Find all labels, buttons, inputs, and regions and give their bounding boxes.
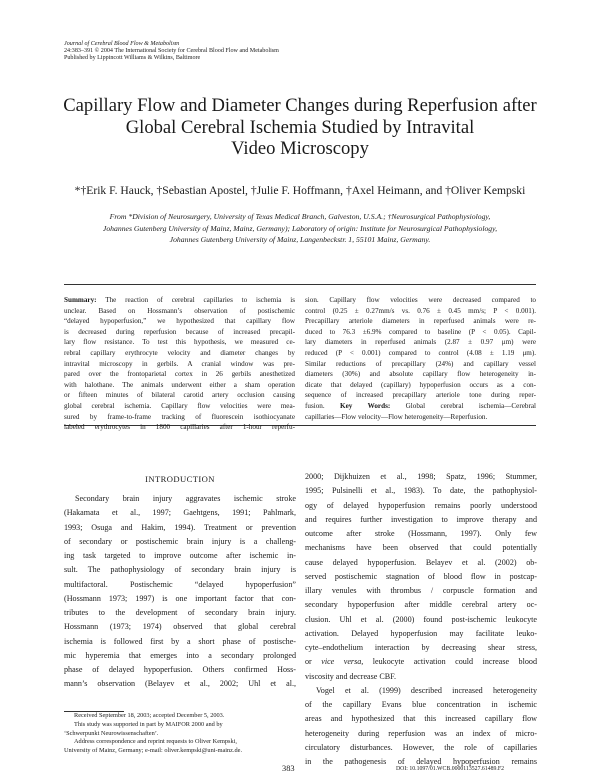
body-line: mic hyperemia that emerges into a secondary prolonged [64,650,296,660]
body-line: of secondary or postischemic brain injury is a challeng- [64,536,296,546]
body-line: and requires further investigation to improve therapy and [305,514,537,524]
summary-label: Summary: [64,296,97,304]
publisher-line: Published by Lippincott Williams & Wilkins, Baltimore [64,55,201,62]
footnote-line: ‘Schwerpunkt Neurowissenschaften’. [64,729,159,737]
abstract-line: reduced (P < 0.001) compared to control (4.08 ± 1.19 μm). [305,348,536,357]
affiliation-line: From *Division of Neurosurgery, University of Texas Medical Branch, Galveston, U.S.A.; †Neurosurgical Pathophysiology, [109,212,491,221]
abstract-line: unclear. Based on Hossmann’s observation of postischemic [64,306,295,315]
body-right-column [305,470,537,769]
body-line: 1995; Pulsinelli et al., 1983). To date, the pathophysiol- [305,486,537,496]
section-heading: INTRODUCTION [145,474,215,484]
journal-name: Journal of Cerebral Blood Flow & Metabolism [64,41,180,47]
abstract-line: fusion. Key Words: Global cerebral ischemia—Cerebral [305,401,536,410]
footnote-line: University of Mainz, Germany; e-mail: oliver.kempski@uni-mainz.de. [64,747,243,755]
body-line: ischemia is followed first by a short phase of postische- [64,636,296,646]
volume-line: 24:383–391 © 2004 The International Society for Cerebral Blood Flow and Metabolism [64,48,279,55]
abstract-line: intravital microscopy in gerbils. A cranial window was pre- [64,359,295,368]
body-line: viscosity and decrease CBF. [305,671,397,681]
abstract-line: sion. Capillary flow velocities were decreased compared to [305,296,536,304]
abstract-left-column [64,295,295,433]
body-line: cause delayed hypoperfusion. Belayev et al. (2002) ob- [305,557,537,567]
abstract-line: global cerebral ischemia. Capillary flow velocities were mea- [64,401,295,410]
body-line: circulatory disturbances. However, the role of capillaries [305,742,537,752]
body-line: ing task targeted to improve outcome after ischemic in- [64,551,296,560]
body-line: activation. Delayed hypoperfusion may facilitate leuko- [305,628,537,638]
abstract-line: with halothane. The animals underwent either a sham operation [64,380,295,389]
body-line: clusion. Uhl et al. (2000) found post-ischemic leukocyte [305,614,537,624]
body-line: 2000; Dijkhuizen et al., 1998; Spatz, 1996; Stummer, [305,472,537,481]
body-line: 1993; Osuga and Hakim, 1994). Treatment or prevention [64,522,296,532]
title-line: Global Cerebral Ischemia Studied by Intravital [125,116,475,138]
footnotes [64,712,296,756]
abstract-line: “delayed hypoperfusion,” we hypothesized that capillary flow [64,317,295,326]
body-line: mann’s observation (Belayev et al., 2002; Uhl et al., [64,679,296,689]
abstract-line: or fifteen minutes of bilateral carotid artery occlusion causing [64,391,295,400]
body-line: phase of delayed hypoperfusion. Others confirmed Hoss- [64,665,296,674]
footnote-line: This study was supported in part by MAIFOR 2000 and by [74,720,223,728]
abstract-top-rule [64,284,536,285]
abstract-line: Precapillary arteriole diameters in reperfused animals were re- [305,317,536,326]
body-line: areas and hypothesized that this increased capillary flow [305,714,537,724]
abstract-line: dicate that delayed (capillary) hypoperfusion occurs as a con- [305,380,536,389]
footnote-line: Address correspondence and reprint requests to Oliver Kempski, [74,738,237,746]
doi-text: DOI: 10.1097/01.WCB.0000113527.61489.F2 [396,766,504,772]
abstract-line: labeled erythrocytes in 1800 capillaries after 1-hour reperfu- [64,423,295,432]
body-line: secondary hypoperfusion after middle cerebral artery oc- [305,600,537,610]
body-left-column [64,492,296,692]
body-line: Secondary brain injury aggravates ischemic stroke [75,494,296,503]
article-title [40,95,560,160]
affiliation-line: Johannes Gutenberg University of Mainz, Mainz, Germany); Laboratory of origin: Institute for Neurosurgical Pathophysiology, [102,223,498,233]
body-line: in the pathogenesis of delayed hypoperfusion remains [305,757,537,766]
abstract-line: diameters (30%) and absolute capillary flow heterogeneity in- [305,370,536,379]
abstract-line: rebral capillary erythrocyte velocity and diameter changes by [64,348,295,357]
body-line: served postischemic stagnation of blood flow in postcap- [305,571,537,581]
key-words-label: Key Words: [340,401,391,410]
body-line: heterogeneity during reperfusion was an index of micro- [305,728,537,738]
body-line: multifactoral. Postischemic “delayed hypoperfusion” [64,579,296,589]
body-line: or vice versa, leukocyte activation could increase blood [305,657,537,667]
author-list: *†Erik F. Hauck, †Sebastian Apostel, †Julie F. Hoffmann, †Axel Heimann, and †Oliver Kempski [74,184,526,197]
body-line: outcome after stroke (Hossmann, 1997). Only few [305,529,537,538]
body-line: illary venules with thrombus / corpuscle formation and [305,586,537,595]
title-line: Video Microscopy [231,138,369,159]
abstract-line: control (0.25 ± 0.27mm/s vs. 0.76 ± 0.45 mm/s; P < 0.001). [305,306,536,315]
abstract-line: capillaries—Flow velocity—Flow heterogeneity—Reperfusion. [305,412,488,421]
body-line: Vogel et al. (1999) described increased heterogeneity [316,685,537,695]
body-line: tributes to the development of secondary brain injury. [64,608,296,617]
abstract-line: Similar reductions of precapillary (24%) and capillary vessel [305,359,536,368]
title-line: Capillary Flow and Diameter Changes during Reperfusion after [63,95,537,116]
body-line: sult. The pathophysiology of secondary brain injury is [64,565,296,575]
footnote-line: Received September 18, 2003; accepted December 5, 2003. [74,712,225,719]
abstract-line: lary flow resistance. To test this hypothesis, we measured ce- [64,338,295,347]
journal-header [64,41,384,63]
abstract-line: sured by frame-to-frame tracking of fluorescein isothiocyanate [64,412,295,421]
abstract-line: duced to 76.3 ±6.9% compared to baseline (P < 0.05). Capil- [305,327,536,336]
body-line: mechanisms have been observed that could potentially [305,543,537,553]
body-line: of the capillary Evans blue concentration in ischemic [305,700,537,709]
abstract-line: is decreased during reperfusion because of increased precapil- [64,327,295,336]
body-line: (Hossmann 1973; 1997) is one important factor that con- [64,593,296,603]
abstract-line: pared over the frontoparietal cortex in 26 gerbils anesthetized [64,370,295,379]
abstract-right-column [305,295,536,422]
affiliations [40,211,560,246]
abstract-line: Summary: The reaction of cerebral capillaries to ischemia is [64,296,295,304]
page-number: 383 [282,764,295,773]
abstract-line: lary diameters in reperfused animals (2.87 ± 0.97 μm) were [305,338,536,347]
body-line: Hossmann (1973; 1974) observed that global cerebral [64,622,296,632]
affiliation-line: Johannes Gutenberg University of Mainz, Langenbeckstr. 1, 55101 Mainz, Germany. [169,235,431,245]
abstract-line: sequence of increased precapillary arteriole tone during reper- [305,391,536,400]
body-line: (Hakamata et al., 1997; Gaehtgens, 1991; Pahlmark, [64,508,296,518]
body-line: cyte–endothelium interaction by decreasing shear stress, [305,643,537,652]
body-line: ogy of delayed hypoperfusion remains poorly understood [305,500,537,510]
